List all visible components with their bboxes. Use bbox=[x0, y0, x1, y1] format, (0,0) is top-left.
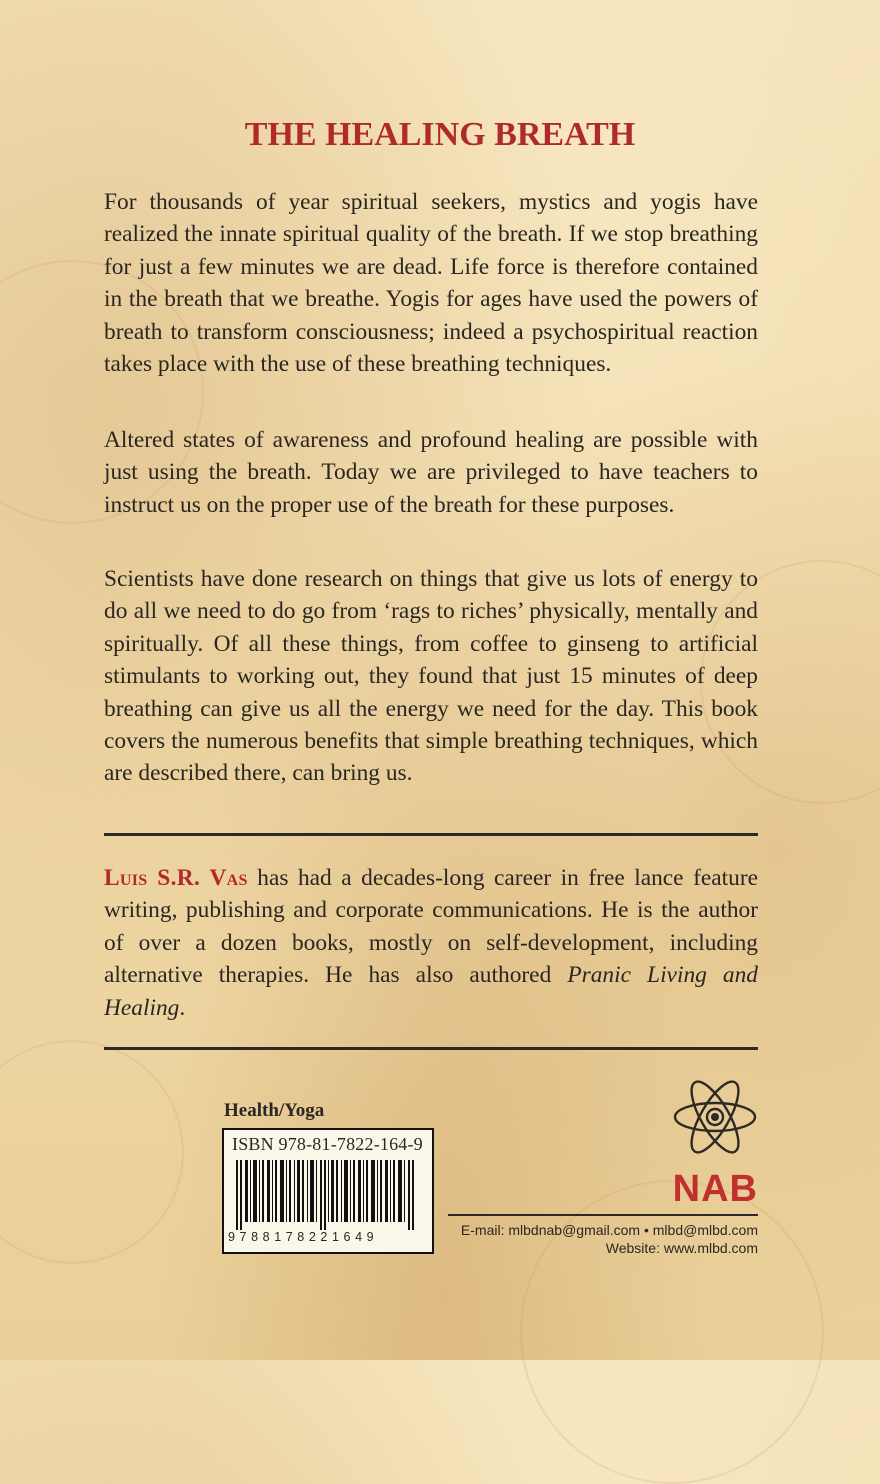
background-ornament bbox=[0, 1040, 184, 1264]
atom-logo-icon bbox=[672, 1072, 758, 1162]
blurb-paragraph-2: Altered states of awareness and profound healing are possible with just using the breath. Today we are privileged to have teachers to instruct us on the proper use of the breath for these purposes. bbox=[104, 427, 758, 518]
category-label: Health/Yoga bbox=[224, 1100, 325, 1121]
blurb-paragraph-1: For thousands of year spiritual seekers, mystics and yogis have realized the innate spiritual quality of the breath. If we stop breathing for just a few minutes we are dead. Life force is therefore contained in the breath that we breathe. Yogis for ages have used the powers of breath to transform consciousness; indeed a psychospiritual reaction takes place with the use of these breathing techniques. bbox=[104, 189, 758, 378]
barcode-icon bbox=[236, 1160, 424, 1230]
isbn-number: ISBN 978-81-7822-164-9 bbox=[232, 1134, 423, 1154]
bio-end: . bbox=[179, 994, 186, 1021]
barcode-block bbox=[222, 1128, 434, 1254]
contact-divider bbox=[448, 1214, 758, 1216]
contact-website: Website: www.mlbd.com bbox=[605, 1240, 758, 1256]
contact-email: E-mail: mlbdnab@gmail.com • mlbd@mlbd.com bbox=[460, 1222, 758, 1238]
other-book-title: Pranic Living and Healing bbox=[104, 962, 758, 1021]
author-bio-text bbox=[104, 862, 758, 1024]
author-name: Luis S.R. Vas bbox=[104, 865, 248, 891]
divider-top bbox=[104, 833, 758, 836]
barcode-digits: 9788178221649 bbox=[228, 1230, 379, 1244]
bio-body: has had a decades-long career in free lance feature writing, publishing and corporate communications. He is the author of over a dozen books, mostly on self-development, including alternative therapies. He has also authored bbox=[104, 865, 758, 989]
divider-bottom bbox=[104, 1047, 758, 1050]
publisher-logo: NAB bbox=[672, 1168, 758, 1210]
book-title: THE HEALING BREATH bbox=[244, 116, 636, 153]
blurb-paragraph-3: Scientists have done research on things that give us lots of energy to do all we need to do go from ‘rags to riches’ physically, mentally and spiritually. Of all these things, from coffee to ginseng to artificial stimulants to working out, they found that just 15 minutes of deep breathing can give us all the energy we need for the day. This book covers the numerous benefits that simple breathing techniques, which are described there, can bring us. bbox=[104, 566, 758, 787]
